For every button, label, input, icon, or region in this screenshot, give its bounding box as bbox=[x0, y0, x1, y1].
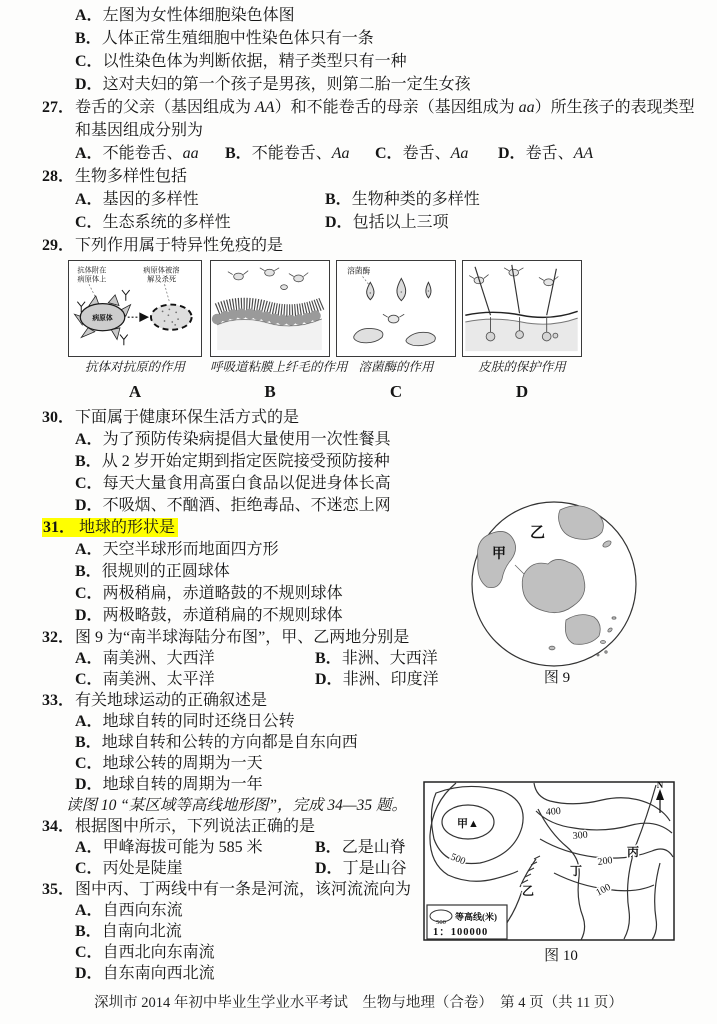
option-line bbox=[42, 73, 694, 96]
option-label: B． bbox=[75, 30, 102, 47]
question-28-stem bbox=[42, 165, 694, 188]
option-label: D． bbox=[315, 671, 343, 688]
genotype: aa bbox=[518, 99, 535, 116]
option-text: 自东南向西北流 bbox=[102, 965, 215, 982]
panel-a-label: 病原体上 bbox=[77, 275, 107, 284]
island bbox=[605, 651, 607, 653]
option-text: 生态系统的多样性 bbox=[102, 214, 231, 231]
option-label: D． bbox=[498, 145, 526, 162]
figure-9-caption: 图 9 bbox=[543, 670, 571, 686]
peak-label: 甲▲ bbox=[457, 818, 479, 830]
option-text: 不吸烟、不酗酒、拒绝毒品、不迷恋上网 bbox=[102, 497, 391, 514]
lysozyme-illustration bbox=[337, 261, 454, 353]
option-text: 包括以上三项 bbox=[352, 214, 449, 231]
question-text: 下列作用属于特异性免疫的是 bbox=[75, 237, 284, 254]
question-number bbox=[42, 517, 78, 539]
option-text: 每天大量食用高蛋白食品以促进身体长高 bbox=[102, 475, 391, 492]
genotype: Aa bbox=[331, 145, 350, 162]
question-text: 图 9 为“南半球海陆分布图”，甲、乙两地分别是 bbox=[75, 629, 410, 646]
option-text: 天空半球形而地面四方形 bbox=[102, 541, 279, 558]
option-label: D． bbox=[75, 776, 103, 793]
option-label: A． bbox=[75, 541, 103, 558]
option bbox=[375, 142, 498, 165]
option-label: C． bbox=[375, 145, 403, 162]
option-text: 不能卷舌、 bbox=[102, 145, 183, 162]
option-label: D． bbox=[75, 607, 103, 624]
question-27-stem-line2 bbox=[42, 119, 694, 142]
option-label: A． bbox=[75, 713, 103, 730]
option-text: 丁是山谷 bbox=[342, 860, 407, 877]
skin-illustration bbox=[463, 261, 580, 353]
antibody-antigen-illustration bbox=[69, 261, 200, 353]
option-label: B． bbox=[315, 839, 342, 856]
highlight: 31． bbox=[42, 518, 78, 537]
question-text: 图中丙、丁两线中有一条是河流，该河流流向为 bbox=[75, 881, 412, 898]
question-number: 33． bbox=[42, 692, 75, 709]
question-text: 根据图中所示，下列说法正确的是 bbox=[75, 818, 316, 835]
option-text: 甲峰海拔可能为 585 米 bbox=[102, 839, 263, 856]
option-label: B． bbox=[75, 734, 102, 751]
option-label: C． bbox=[75, 860, 103, 877]
question-number: 35． bbox=[42, 881, 75, 898]
option-text: 南美洲、太平洋 bbox=[102, 671, 215, 688]
question-30-stem bbox=[42, 407, 694, 429]
legend-contour-label: 等高线(米) bbox=[455, 912, 497, 922]
option-line bbox=[42, 27, 694, 50]
option-text: 从 2 岁开始定期到指定医院接受预防接种 bbox=[101, 453, 390, 470]
option-label: D． bbox=[325, 214, 353, 231]
option-text: 两极稍扁，赤道略鼓的不规则球体 bbox=[102, 585, 343, 602]
option bbox=[315, 669, 439, 690]
option-text: 两极略鼓，赤道稍扁的不规则球体 bbox=[102, 607, 343, 624]
option-text: 不能卷舌、 bbox=[251, 145, 332, 162]
option-text: 人体正常生殖细胞中性染色体只有一条 bbox=[101, 30, 374, 47]
option bbox=[75, 837, 315, 858]
antarctica bbox=[522, 559, 585, 612]
label-bing: 丙 bbox=[627, 845, 640, 859]
stem-part: 卷舌的父亲（基因组成为 bbox=[75, 99, 256, 116]
label-yi: 乙 bbox=[522, 884, 535, 898]
option bbox=[75, 142, 225, 165]
option bbox=[225, 142, 375, 165]
stem-part: ）所生孩子的表现类型 bbox=[534, 99, 695, 116]
question-number: 34． bbox=[42, 818, 75, 835]
highlight: 地球的形状是 bbox=[78, 518, 178, 537]
label-ding: 丁 bbox=[570, 864, 583, 878]
question-27-stem bbox=[42, 96, 694, 119]
panel-skin bbox=[462, 260, 582, 402]
option-text: 非洲、印度洋 bbox=[342, 671, 439, 688]
option-label: D． bbox=[75, 965, 103, 982]
option bbox=[315, 648, 438, 669]
option-label: B． bbox=[75, 563, 102, 580]
panel-letter: C bbox=[389, 382, 403, 401]
island bbox=[601, 641, 606, 644]
option-label: A． bbox=[75, 431, 103, 448]
option-label: D． bbox=[75, 76, 103, 93]
option-label: C． bbox=[75, 585, 103, 602]
contour-label-500: 500 bbox=[448, 851, 467, 868]
north-label: N bbox=[656, 780, 664, 790]
figure-10-caption: 图 10 bbox=[544, 948, 578, 964]
panel-letter: A bbox=[128, 382, 142, 401]
option-label: A． bbox=[75, 191, 103, 208]
option-text: 自西北向东南流 bbox=[102, 944, 215, 961]
panel-a-label: 抗体附在 bbox=[77, 266, 107, 275]
reading-instruction: 读图 10 “某区域等高线地形图”，完成 34—35 题。 bbox=[66, 797, 408, 814]
genotype: AA bbox=[255, 99, 275, 116]
option bbox=[75, 211, 325, 234]
option-label: D． bbox=[315, 860, 343, 877]
option-line bbox=[42, 711, 694, 732]
option-text: 基因的多样性 bbox=[102, 191, 199, 208]
genotype: aa bbox=[182, 145, 199, 162]
island bbox=[597, 654, 599, 656]
genotype: Aa bbox=[450, 145, 469, 162]
lysozyme-label: 溶菌酶 bbox=[347, 266, 371, 276]
option-label: A． bbox=[75, 145, 103, 162]
option bbox=[75, 858, 315, 879]
option bbox=[498, 142, 593, 165]
option-line bbox=[42, 50, 694, 73]
legend-scale: 1：100000 bbox=[433, 927, 489, 938]
option-text: 以性染色体为判断依据，精子类型只有一种 bbox=[102, 53, 407, 70]
genotype: AA bbox=[573, 145, 594, 162]
option-text: 地球自转的同时还绕日公转 bbox=[102, 713, 295, 730]
option-line bbox=[42, 473, 694, 495]
question-text bbox=[75, 96, 695, 119]
question-text: 下面属于健康环保生活方式的是 bbox=[75, 409, 300, 426]
option bbox=[75, 669, 315, 690]
cilia-figure bbox=[210, 260, 330, 357]
option-text: 卷舌、 bbox=[525, 145, 574, 162]
contour-label-300: 300 bbox=[572, 829, 589, 842]
option-line bbox=[42, 753, 694, 774]
enzyme-drops bbox=[367, 278, 431, 300]
option-text: 卷舌、 bbox=[402, 145, 451, 162]
option-label: B． bbox=[325, 191, 352, 208]
panel-caption: 皮肤的保护作用 bbox=[478, 360, 566, 374]
question-number: 32． bbox=[42, 629, 75, 646]
question-text bbox=[78, 517, 178, 539]
immunity-panels bbox=[68, 260, 694, 402]
cilia-illustration bbox=[211, 261, 328, 353]
question-29-stem bbox=[42, 234, 694, 257]
option-label: C． bbox=[75, 53, 103, 70]
page-footer: 深圳市 2014 年初中毕业生学业水平考试 生物与地理（合卷） 第 4 页（共 11 页） bbox=[94, 995, 623, 1011]
option-line bbox=[42, 451, 694, 473]
option-line bbox=[42, 429, 694, 451]
option bbox=[325, 211, 449, 234]
australia bbox=[565, 615, 600, 645]
option-text: 自南向北流 bbox=[101, 923, 182, 940]
option-label: C． bbox=[75, 214, 103, 231]
option-text: 地球公转的周期为一天 bbox=[102, 755, 263, 772]
option bbox=[75, 648, 315, 669]
legend-contour-value: 500 bbox=[436, 919, 446, 926]
option-text: 为了预防传染病提倡大量使用一次性餐具 bbox=[102, 431, 391, 448]
contour-label-100: 100 bbox=[594, 881, 613, 899]
island bbox=[612, 617, 616, 619]
panel-a-label: 解及杀死 bbox=[147, 275, 177, 284]
option-text: 非洲、大西洋 bbox=[341, 650, 438, 667]
option bbox=[75, 188, 325, 211]
panel-caption: 溶菌酶的作用 bbox=[358, 360, 434, 374]
option-label: A． bbox=[75, 650, 103, 667]
microbes bbox=[228, 268, 308, 290]
label-yi: 乙 bbox=[530, 525, 546, 541]
option-label: A． bbox=[75, 902, 103, 919]
panel-lysozyme bbox=[336, 260, 456, 402]
stem-part: ）和不能卷舌的母亲（基因组成为 bbox=[274, 99, 519, 116]
option-label: D． bbox=[75, 497, 103, 514]
option-label: B． bbox=[75, 923, 102, 940]
panel-cilia bbox=[210, 260, 348, 402]
option-text: 生物种类的多样性 bbox=[351, 191, 480, 208]
contour-label-200: 200 bbox=[596, 854, 614, 868]
antibody-antigen-figure bbox=[68, 260, 202, 357]
prev-question-options bbox=[42, 4, 694, 402]
option bbox=[315, 837, 406, 858]
option-text: 地球自转和公转的方向都是自东向西 bbox=[101, 734, 358, 751]
question-number: 27． bbox=[42, 99, 75, 116]
option-label: B． bbox=[315, 650, 342, 667]
option-text: 很规则的正圆球体 bbox=[101, 563, 230, 580]
option-line bbox=[42, 732, 694, 753]
option-text: 丙处是陡崖 bbox=[102, 860, 183, 877]
option-text: 南美洲、大西洋 bbox=[102, 650, 215, 667]
option-text: 自西向东流 bbox=[102, 902, 183, 919]
question-text: 有关地球运动的正确叙述是 bbox=[75, 692, 268, 709]
question-text: 生物多样性包括 bbox=[75, 168, 188, 185]
map-legend bbox=[427, 905, 507, 939]
label-jia: 甲 bbox=[492, 547, 506, 562]
question-number: 30． bbox=[42, 409, 75, 426]
figure-9-hemisphere-map bbox=[460, 494, 655, 699]
option-label: C． bbox=[75, 944, 103, 961]
option-label: A． bbox=[75, 839, 103, 856]
option-line bbox=[42, 4, 694, 27]
panel-letter: D bbox=[515, 382, 529, 401]
question-number: 28． bbox=[42, 168, 75, 185]
stem-part: 和基因组成分别为 bbox=[75, 122, 204, 139]
option bbox=[325, 188, 480, 211]
panel-caption: 呼吸道粘膜上纤毛的作用 bbox=[210, 360, 348, 374]
island bbox=[549, 646, 555, 650]
panel-a-label: 病原体被溶 bbox=[143, 266, 180, 275]
panel-antibody bbox=[68, 260, 202, 402]
lysozyme-figure bbox=[336, 260, 456, 357]
pathogen-label: 病原体 bbox=[92, 315, 113, 323]
option-label: B． bbox=[75, 453, 102, 470]
option-label: C． bbox=[75, 671, 103, 688]
panel-caption: 抗体对抗原的作用 bbox=[84, 360, 185, 374]
option-label: B． bbox=[225, 145, 252, 162]
option-label: A． bbox=[75, 7, 103, 24]
contour-label-400: 400 bbox=[545, 805, 562, 818]
option-text: 乙是山脊 bbox=[341, 839, 406, 856]
option bbox=[315, 858, 407, 879]
skin-figure bbox=[462, 260, 582, 357]
question-number: 29． bbox=[42, 237, 75, 254]
option-text: 地球自转的周期为一年 bbox=[102, 776, 263, 793]
option-label: C． bbox=[75, 755, 103, 772]
option-text: 左图为女性体细胞染色体图 bbox=[102, 7, 295, 24]
figure-10-contour-map bbox=[422, 779, 707, 974]
question-28-options-row1 bbox=[42, 188, 694, 211]
question-28-options-row2 bbox=[42, 211, 694, 234]
option-label: C． bbox=[75, 475, 103, 492]
option-text: 这对夫妇的第一个孩子是男孩，则第二胎一定生女孩 bbox=[102, 76, 471, 93]
question-27-options bbox=[42, 142, 694, 165]
panel-letter: B bbox=[264, 382, 276, 401]
